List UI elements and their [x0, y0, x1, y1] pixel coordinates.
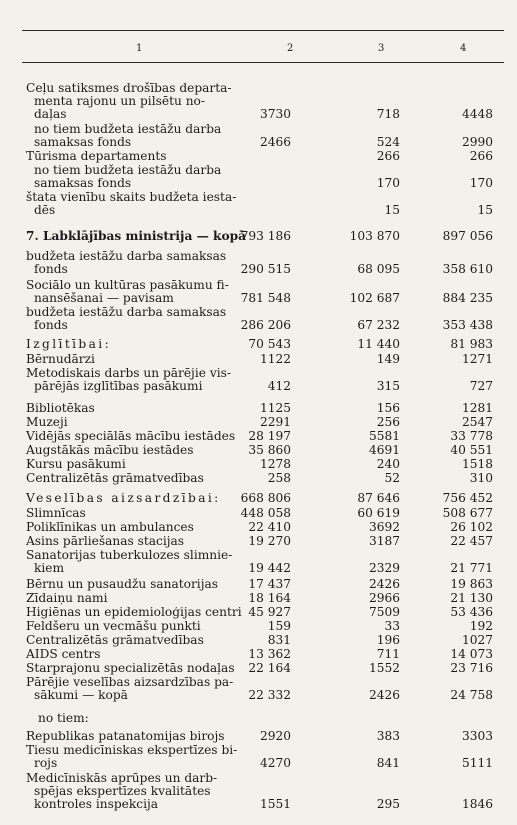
cell-c3: 718: [376, 107, 400, 122]
cell-c3: 266: [376, 149, 400, 163]
table-row: [0, 730, 517, 743]
cell-c2: 70 543: [248, 337, 291, 351]
row-label-line: Ceļu satiksmes drošības departa-: [26, 81, 232, 95]
table-row: [0, 338, 517, 351]
cell-c2: 2466: [259, 135, 291, 150]
cell-c2: 35 860: [248, 443, 291, 457]
row-label-line: kontroles inspekcija: [34, 797, 159, 812]
cell-c4: 19 863: [450, 577, 493, 591]
cell-c3: 52: [384, 471, 400, 485]
table-row: [0, 150, 517, 163]
row-label-line: Izglītībai:: [26, 337, 112, 351]
cell-c3: 102 687: [349, 291, 400, 306]
cell-c3: 3187: [368, 534, 400, 548]
row-label-line: Centralizētās grāmatvedības: [26, 633, 204, 647]
table-row: [0, 123, 517, 149]
table-row: [0, 353, 517, 366]
column-header-2: 2: [287, 43, 294, 54]
row-label-line: budžeta iestāžu darba samaksas: [26, 305, 227, 319]
row-label-line: Pārējie veselības aizsardzības pa-: [26, 675, 234, 689]
cell-c2: 1125: [259, 401, 291, 415]
cell-c3: 524: [376, 135, 400, 150]
row-label-line: budžeta iestāžu darba samaksas: [26, 249, 227, 263]
cell-c4: 884 235: [442, 291, 493, 306]
table-row: [0, 164, 517, 190]
cell-c3: 5581: [368, 429, 400, 443]
cell-c2: 2920: [259, 729, 291, 743]
cell-c4: 727: [469, 379, 493, 394]
cell-c4: 756 452: [442, 491, 493, 505]
table-row: [0, 402, 517, 415]
cell-c3: 2426: [368, 577, 400, 591]
row-label-line: nansēšanai — pavisam: [34, 291, 174, 306]
cell-c2: 1278: [259, 457, 291, 471]
cell-c4: 81 983: [450, 337, 493, 351]
table-row: [0, 772, 517, 812]
cell-c2: 28 197: [248, 429, 291, 443]
cell-c3: 4691: [368, 443, 400, 457]
cell-c4: 508 677: [442, 506, 493, 520]
table-row: [0, 676, 517, 702]
table-row: [0, 507, 517, 520]
cell-c2: 412: [267, 379, 291, 394]
table-row: [0, 620, 517, 633]
row-label-line: Slimnīcas: [26, 506, 86, 520]
table-row: [0, 367, 517, 393]
cell-c4: 22 457: [450, 534, 493, 548]
row-label-line: Republikas patanatomijas birojs: [26, 729, 225, 743]
table-row: [0, 606, 517, 619]
header-bottom-rule: [22, 62, 504, 63]
cell-c4: 897 056: [442, 229, 493, 243]
table-top-rule: [22, 30, 504, 31]
cell-c2: 2291: [259, 415, 291, 429]
row-label-line: Bērnu un pusaudžu sanatorijas: [26, 577, 219, 591]
table-row: [0, 416, 517, 429]
table-row: [0, 430, 517, 443]
row-label-line: Feldšeru un vecmāšu punkti: [26, 619, 201, 633]
cell-c3: 3692: [368, 520, 400, 534]
table-row: [0, 712, 517, 725]
row-label-line: pārējās izglītības pasākumi: [34, 379, 203, 394]
table-row: [0, 306, 517, 332]
row-label-line: Medicīniskās aprūpes un darb-: [26, 771, 218, 785]
row-label-line: samaksas fonds: [34, 176, 132, 191]
cell-c3: 149: [376, 352, 400, 366]
row-label-line: AIDS centrs: [26, 647, 101, 661]
cell-c3: 7509: [368, 605, 400, 619]
table-row: [0, 648, 517, 661]
cell-c3: 15: [384, 203, 400, 218]
cell-c2: 4270: [259, 756, 291, 771]
row-label-line: Kursu pasākumi: [26, 457, 126, 471]
row-label-line: Metodiskais darbs un pārējie vis-: [26, 366, 231, 380]
row-label-line: Starprajonu specializētās nodaļas: [26, 661, 235, 675]
cell-c4: 40 551: [450, 443, 493, 457]
cell-c4: 1271: [461, 352, 493, 366]
row-label-line: štata vienību skaits budžeta iesta-: [26, 190, 237, 204]
table-row: [0, 472, 517, 485]
row-label-line: Muzeji: [26, 415, 68, 429]
row-label-line: Vidējās speciālās mācību iestādes: [26, 429, 236, 443]
cell-c3: 295: [376, 797, 400, 812]
row-label-line: Poliklīnikas un ambulances: [26, 520, 194, 534]
cell-c3: 170: [376, 176, 400, 191]
cell-c2: 13 362: [248, 647, 291, 661]
row-label-line: Tiesu medicīniskas ekspertīzes bi-: [26, 743, 238, 757]
cell-c2: 781 548: [240, 291, 291, 306]
table-row: [0, 191, 517, 217]
table-row: [0, 279, 517, 305]
row-label-line: Asins pārliešanas stacijas: [26, 534, 185, 548]
cell-c2: 448 058: [240, 506, 291, 520]
table-row: [0, 578, 517, 591]
table-row: [0, 230, 517, 243]
cell-c4: 23 716: [450, 661, 493, 675]
cell-c4: 310: [469, 471, 493, 485]
column-header-4: 4: [460, 43, 467, 54]
cell-c3: 68 095: [357, 262, 400, 277]
cell-c2: 22 410: [248, 520, 291, 534]
row-label-line: Higiēnas un epidemioloģijas centri: [26, 605, 242, 619]
table-row: [0, 444, 517, 457]
table-row: [0, 592, 517, 605]
cell-c4: 21 771: [450, 561, 493, 576]
table-row: [0, 549, 517, 575]
cell-c3: 2426: [368, 688, 400, 703]
cell-c4: 2990: [461, 135, 493, 150]
cell-c2: 1122: [259, 352, 291, 366]
row-label-line: menta rajonu un pilsētu no-: [34, 94, 205, 109]
cell-c4: 24 758: [450, 688, 493, 703]
row-label-line: Augstākās mācību iestādes: [26, 443, 194, 457]
cell-c4: 1281: [461, 401, 493, 415]
cell-c4: 26 102: [450, 520, 493, 534]
table-row: [0, 634, 517, 647]
cell-c3: 315: [376, 379, 400, 394]
row-label-line: no tiem budžeta iestāžu darba: [34, 122, 222, 136]
cell-c4: 353 438: [442, 318, 493, 333]
cell-c3: 196: [376, 633, 400, 647]
table-row: [0, 250, 517, 276]
cell-c4: 33 778: [450, 429, 493, 443]
row-label-line: spējas ekspertīzes kvalitātes: [34, 784, 211, 799]
cell-c2: 290 515: [240, 262, 291, 277]
cell-c2: 159: [267, 619, 291, 633]
cell-c4: 266: [469, 149, 493, 163]
cell-c2: 22 164: [248, 661, 291, 675]
cell-c3: 156: [376, 401, 400, 415]
row-label-line: fonds: [34, 262, 68, 277]
cell-c3: 33: [384, 619, 400, 633]
row-label-line: 7. Labklājības ministrija — kopā: [26, 229, 247, 243]
cell-c3: 87 646: [357, 491, 400, 505]
cell-c4: 5111: [461, 756, 493, 771]
cell-c4: 4448: [461, 107, 493, 122]
cell-c4: 3303: [461, 729, 493, 743]
cell-c3: 240: [376, 457, 400, 471]
cell-c4: 21 130: [450, 591, 493, 605]
cell-c2: 45 927: [248, 605, 291, 619]
cell-c4: 192: [469, 619, 493, 633]
table-row: [0, 492, 517, 505]
table-row: [0, 535, 517, 548]
row-label-line: Tūrisma departaments: [26, 149, 167, 163]
table-row: [0, 521, 517, 534]
table-row: [0, 662, 517, 675]
cell-c2: 1551: [259, 797, 291, 812]
cell-c2: 668 806: [240, 491, 291, 505]
cell-c4: 14 073: [450, 647, 493, 661]
cell-c3: 711: [376, 647, 400, 661]
cell-c2: 18 164: [248, 591, 291, 605]
cell-c3: 103 870: [349, 229, 400, 243]
cell-c3: 2329: [368, 561, 400, 576]
cell-c3: 1552: [368, 661, 400, 675]
cell-c4: 2547: [461, 415, 493, 429]
cell-c3: 256: [376, 415, 400, 429]
cell-c3: 2966: [368, 591, 400, 605]
table-row: [0, 458, 517, 471]
cell-c4: 15: [477, 203, 493, 218]
row-label-line: Bibliotēkas: [26, 401, 95, 415]
row-label-line: dēs: [34, 203, 56, 218]
cell-c4: 53 436: [450, 605, 493, 619]
cell-c2: 17 437: [248, 577, 291, 591]
row-label-line: no tiem budžeta iestāžu darba: [34, 163, 222, 177]
cell-c2: 831: [267, 633, 291, 647]
row-label-line: Sociālo un kultūras pasākumu fi-: [26, 278, 229, 292]
cell-c4: 170: [469, 176, 493, 191]
cell-c3: 841: [376, 756, 400, 771]
row-label-line: no tiem:: [38, 711, 89, 725]
cell-c4: 1027: [461, 633, 493, 647]
cell-c2: 258: [267, 471, 291, 485]
row-label-line: fonds: [34, 318, 68, 333]
row-label-line: samaksas fonds: [34, 135, 132, 150]
column-header-1: 1: [136, 43, 143, 54]
row-label-line: Zīdaiņu nami: [26, 591, 108, 605]
row-label-line: Bērnudārzi: [26, 352, 95, 366]
column-header-3: 3: [378, 43, 385, 54]
row-label-line: kiem: [34, 561, 65, 576]
cell-c3: 67 232: [357, 318, 400, 333]
row-label-line: rojs: [34, 756, 58, 771]
row-label-line: Centralizētās grāmatvedības: [26, 471, 204, 485]
cell-c3: 11 440: [357, 337, 400, 351]
cell-c2: 22 332: [248, 688, 291, 703]
table-row: [0, 744, 517, 770]
cell-c2: 3730: [259, 107, 291, 122]
cell-c2: 793 186: [240, 229, 291, 243]
table-row: [0, 82, 517, 122]
row-label-line: Sanatorijas tuberkulozes slimnie-: [26, 548, 233, 562]
row-label-line: daļas: [34, 107, 67, 122]
row-label-line: sākumi — kopā: [34, 688, 128, 703]
cell-c4: 1518: [461, 457, 493, 471]
cell-c3: 383: [376, 729, 400, 743]
cell-c2: 19 270: [248, 534, 291, 548]
row-label-line: Veselības aizsardzībai:: [26, 491, 221, 505]
cell-c3: 60 619: [357, 506, 400, 520]
cell-c2: 19 442: [248, 561, 291, 576]
cell-c4: 358 610: [442, 262, 493, 277]
cell-c4: 1846: [461, 797, 493, 812]
cell-c2: 286 206: [240, 318, 291, 333]
